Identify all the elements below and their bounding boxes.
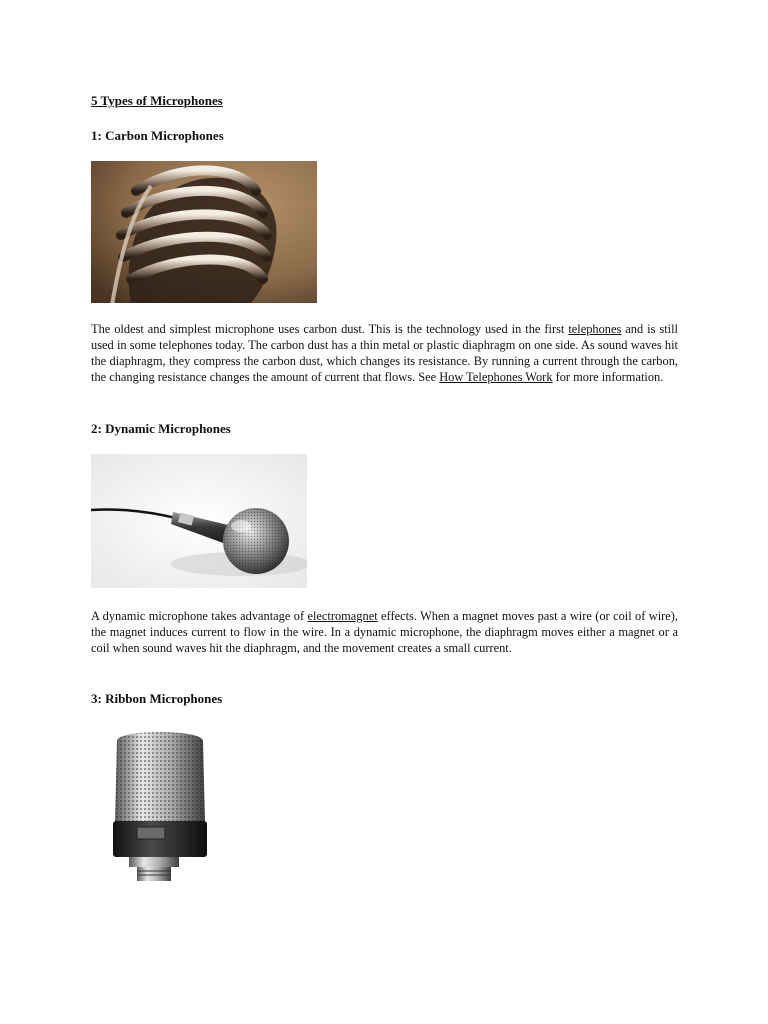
carbon-paragraph bbox=[91, 321, 678, 385]
document-title: 5 Types of Microphones bbox=[91, 93, 223, 108]
ribbon-microphone-icon bbox=[91, 723, 227, 883]
dynamic-paragraph bbox=[91, 608, 678, 656]
vintage-carbon-microphone-icon bbox=[91, 161, 317, 303]
telephones-link[interactable]: telephones bbox=[568, 322, 622, 336]
section-heading-carbon: 1: Carbon Microphones bbox=[91, 128, 224, 143]
carbon-text-2: and is still used in some telephones today. The carbon dust has a thin metal or plastic diaphragm on one side. As sound waves hit the diaphragm, they compress the carbon dust, which changes its resistance. By running a current through the carbon, the changing resistance changes the amount of current that flows. See bbox=[91, 322, 678, 384]
dynamic-microphone-image bbox=[91, 454, 307, 588]
carbon-text-1: The oldest and simplest microphone uses carbon dust. This is the technology used in the first bbox=[91, 322, 569, 336]
dynamic-text-2: effects. When a magnet moves past a wire (or coil of wire), the magnet induces current to flow in the wire. In a dynamic microphone, the diaphragm moves either a magnet or a coil when sound waves hit the diaphragm, and the movement creates a small current. bbox=[91, 609, 678, 655]
section-heading-ribbon: 3: Ribbon Microphones bbox=[91, 691, 223, 706]
dynamic-microphone-icon bbox=[91, 454, 307, 588]
electromagnet-link[interactable]: electromagnet bbox=[307, 609, 378, 623]
how-telephones-work-link[interactable]: How Telephones Work bbox=[439, 370, 553, 384]
carbon-text-3: for more information. bbox=[552, 370, 664, 384]
section-heading-dynamic: 2: Dynamic Microphones bbox=[91, 421, 231, 436]
dynamic-text-1: A dynamic microphone takes advantage of bbox=[91, 609, 308, 623]
ribbon-microphone-image bbox=[91, 723, 227, 883]
carbon-microphone-image bbox=[91, 161, 317, 303]
